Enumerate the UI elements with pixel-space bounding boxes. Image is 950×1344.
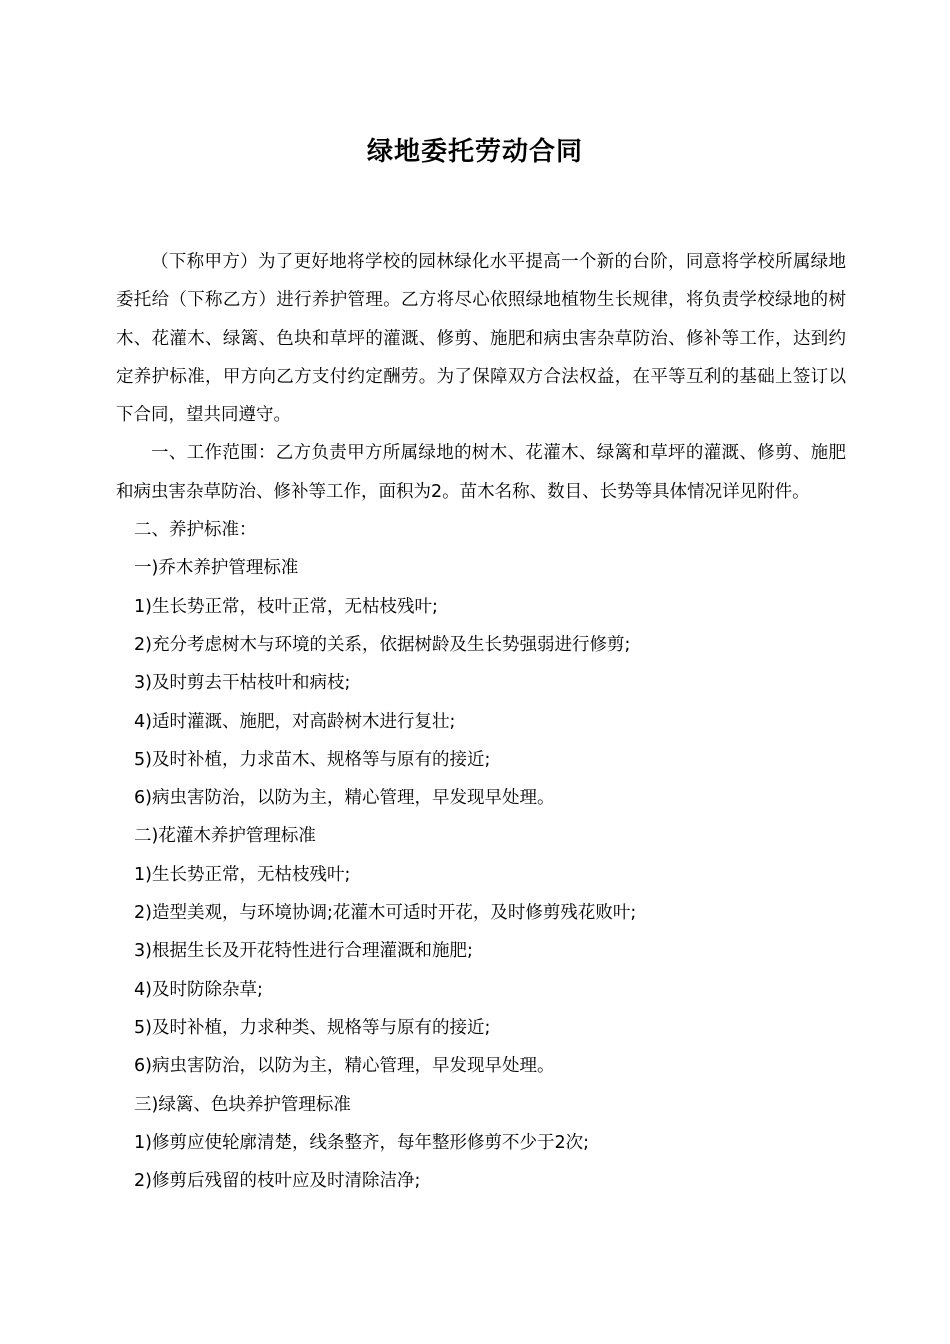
work-scope-paragraph: 一、工作范围：乙方负责甲方所属绿地的树木、花灌木、绿篱和草坪的灌溉、修剪、施肥和病虫害杂草防治、修补等工作，面积为2。苗木名称、数目、长势等具体情况详见附件。 <box>116 443 846 502</box>
list-item: 6)病虫害防治，以防为主，精心管理，早发现早处理。 <box>134 788 555 809</box>
subsection-heading-trees: 一)乔木养护管理标准 <box>134 558 299 579</box>
document-body <box>116 243 846 1200</box>
subsection-heading-hedges: 三)绿篱、色块养护管理标准 <box>134 1094 351 1115</box>
list-item: 6)病虫害防治，以防为主，精心管理，早发现早处理。 <box>134 1056 555 1077</box>
list-item: 3)及时剪去干枯枝叶和病枝; <box>134 673 351 694</box>
list-item: 5)及时补植，力求苗木、规格等与原有的接近; <box>134 749 491 770</box>
section-heading-standards: 二、养护标准： <box>134 520 257 541</box>
intro-paragraph: （下称甲方）为了更好地将学校的园林绿化水平提高一个新的台阶，同意将学校所属绿地委托给（下称乙方）进行养护管理。乙方将尽心依照绿地植物生长规律，将负责学校绿地的树木、花灌木、绿篱、色块和草坪的灌溉、修剪、施肥和病虫害杂草防治、修补等工作，达到约定养护标准，甲方向乙方支付约定酬劳。为了保障双方合法权益，在平等互利的基础上签订以下合同，望共同遵守。 <box>116 252 846 426</box>
list-item: 2)造型美观，与环境协调;花灌木可适时开花，及时修剪残花败叶; <box>134 903 637 924</box>
list-item: 1)生长势正常，枝叶正常，无枯枝残叶; <box>134 596 438 617</box>
document-title: 绿地委托劳动合同 <box>366 137 583 167</box>
list-item: 5)及时补植，力求种类、规格等与原有的接近; <box>134 1017 491 1038</box>
list-item: 1)生长势正常，无枯枝残叶; <box>134 864 351 885</box>
list-item: 4)及时防除杂草; <box>134 979 263 1000</box>
list-item: 2)充分考虑树木与环境的关系，依据树龄及生长势强弱进行修剪; <box>134 634 631 655</box>
list-item: 4)适时灌溉、施肥，对高龄树木进行复壮; <box>134 711 456 732</box>
list-item: 1)修剪应使轮廓清楚，线条整齐，每年整形修剪不少于2次; <box>134 1132 589 1153</box>
standards-list <box>116 511 846 1200</box>
list-item: 2)修剪后残留的枝叶应及时清除洁净; <box>134 1171 421 1192</box>
subsection-heading-shrubs: 二)花灌木养护管理标准 <box>134 826 316 847</box>
list-item: 3)根据生长及开花特性进行合理灌溉和施肥; <box>134 941 473 962</box>
